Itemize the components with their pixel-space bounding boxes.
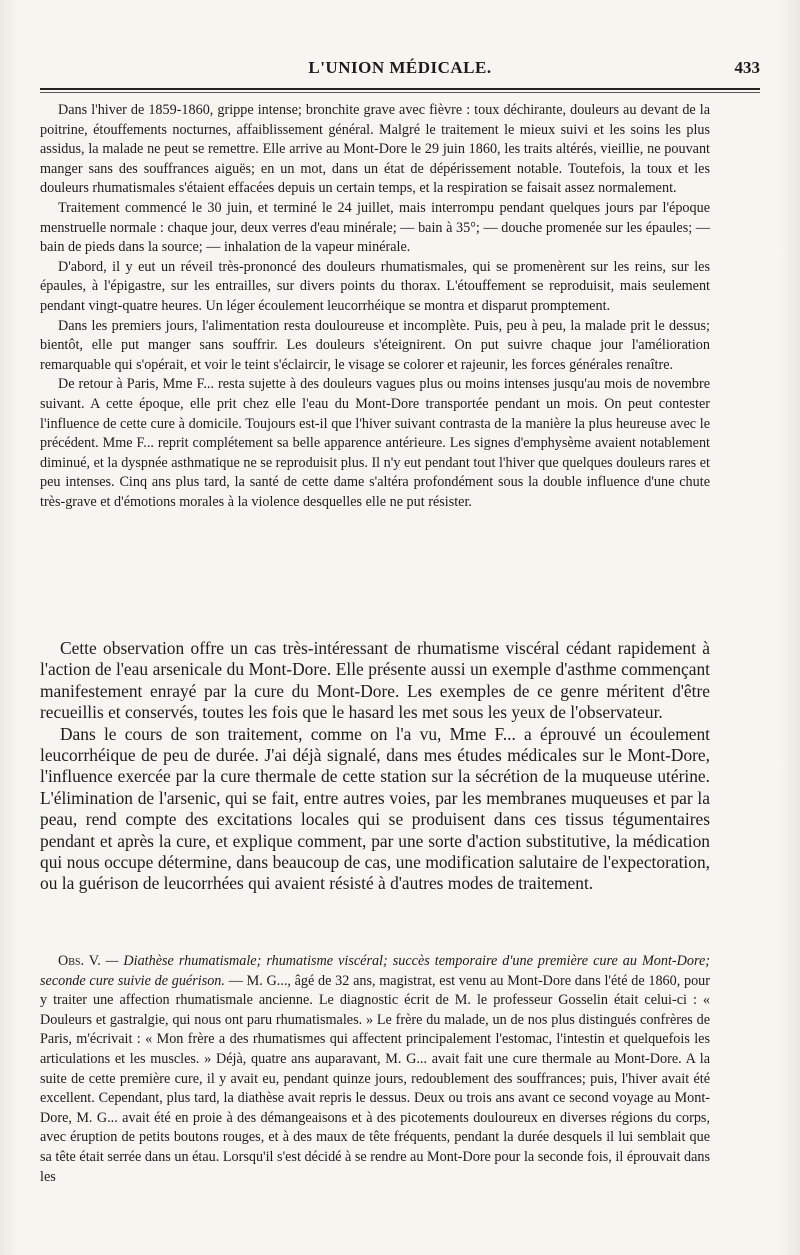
header-rule-thin <box>40 92 760 93</box>
observation-title: — Diathèse rhumatismale; rhumatisme viscéral; succès temporaire d'une première cure au Mont-Dore; seconde cure suivie de guérison. <box>40 953 711 989</box>
paragraph: Traitement commencé le 30 juin, et terminé le 24 juillet, mais interrompu pendant quelques jours par l'époque menstruelle normale : chaque jour, deux verres d'eau minérale; — bain à 35°; — douche promenée sur les épaules; — bain de pieds dans la source; — inhalation de la vapeur minérale. <box>40 199 710 256</box>
paragraph: Dans les premiers jours, l'alimentation resta douloureuse et incomplète. Puis, peu à peu, la malade prit le dessus; bientôt, elle put manger sans souffrir. Les douleurs s'éteignirent. On put suivre chaque jour l'amélioration remarquable qui s'opérait, et voir le teint s'éclaircir, le visage se colorer et rajeunir, les forces générales renaître. <box>40 317 710 373</box>
paragraph: D'abord, il y eut un réveil très-prononcé des douleurs rhumatismales, qui se promenèrent sur les reins, sur les épaules, à l'épigastre, sur les entrailles, sur divers points du thorax. L'étouffement se reproduisit, mais seulement pendant vingt-quatre heures. Un léger écoulement leucorrhéique se montra et disparut promptement. <box>40 258 710 314</box>
page-number: 433 <box>734 58 760 77</box>
commentary <box>40 638 710 895</box>
observation-text: — M. G..., âgé de 32 ans, magistrat, est venu au Mont-Dore dans l'été de 1860, pour y traiter une affection rhumatismale ancienne. Le diagnostic écrit de M. le professeur Gosselin était celui-ci : « Douleurs et gastralgie, qui nous ont paru rhumatismales. » Le frère du malade, un de nos plus distingués confrères de Paris, m'écrivait : « Mon frère a des rhumatismes qui affectent principalement l'estomac, l'intestin et quelquefois les articulations et les muscles. » Déjà, quatre ans auparavant, M. G... avait fait une cure thermale au Mont-Dore. A la suite de cette première cure, il y avait eu, pendant quinze jours, redoublement des souffrances; puis, l'hiver avait été excellent. Cependant, plus tard, la diathèse avait repris le dessus. Deux ou trois ans avant ce second voyage au Mont-Dore, M. G... avait été en proie à des démangeaisons et à des picotements douloureux en diverses régions du corps, avec éruption de petits boutons rouges, et à des maux de tête fréquents, pendant la durée desquels il lui semblait que sa tête était serrée dans un étau. Lorsqu'il s'est décidé à se rendre au Mont-Dore pour la seconde fois, il éprouvait dans les <box>40 972 711 1185</box>
header-rule <box>40 88 760 90</box>
paragraph: De retour à Paris, Mme F... resta sujette à des douleurs vagues plus ou moins intenses jusqu'au mois de novembre suivant. A cette époque, elle prit chez elle l'eau du Mont-Dore transportée pendant un mois. On peut contester l'influence de cette cure à domicile. Toujours est-il que l'hiver suivant contrasta de la manière la plus heureuse avec le précédent. Mme F... reprit complétement sa belle apparence antérieure. Les signes d'emphysème avaient notablement diminué, et la dyspnée asthmatique ne se reproduisit plus. Il n'y eut pendant tout l'hiver que quelques douleurs rares et peu intenses. Cinq ans plus tard, la santé de cette dame s'altéra profondément sous la double influence d'une chute très-grave et d'émotions morales à la violence desquelles elle ne put résister. <box>40 376 710 510</box>
case-narrative <box>40 101 710 512</box>
running-title: L'UNION MÉDICALE. <box>308 58 492 77</box>
observation-label: Obs. V. <box>58 953 101 969</box>
observation-paragraph <box>40 952 710 1187</box>
paragraph: Dans l'hiver de 1859-1860, grippe intense; bronchite grave avec fièvre : toux déchirante, douleurs au devant de la poitrine, étouffements nocturnes, affaiblissement général. Malgré le traitement le mieux suivi et les soins les plus assidus, la malade ne peut se remettre. Elle arrive au Mont-Dore le 29 juin 1860, les traits altérés, vieillie, ne pouvant manger sans des souffrances aiguës; en un mot, dans un état de dépérissement notable. Toutefois, la toux et les douleurs rhumatismales s'étaient effacées depuis un certain temps, et la respiration se faisait assez normalement. <box>40 102 710 197</box>
page-header <box>40 58 760 84</box>
paragraph: Dans le cours de son traitement, comme on l'a vu, Mme F... a éprouvé un écoulement leucorrhéique de peu de durée. J'ai déjà signalé, dans mes études médicales sur le Mont-Dore, l'influence exercée par la cure thermale de cette station sur la sécrétion de la muqueuse utérine. L'élimination de l'arsenic, qui se fait, entre autres voies, par les membranes muqueuses et par la peau, rend compte des excitations locales qui se produisent dans ces tissus tégumentaires pendant et après la cure, et explique comment, par une sorte d'action substitutive, la médication qui nous occupe détermine, dans beaucoup de cas, une modification salutaire de l'expectoration, ou la guérison de leucorrhées qui avaient résisté à d'autres modes de traitement. <box>40 723 710 894</box>
paragraph: Cette observation offre un cas très-intéressant de rhumatisme viscéral cédant rapidement à l'action de l'eau arsenicale du Mont-Dore. Elle présente aussi un exemple d'asthme commençant manifestement enrayé par la cure du Mont-Dore. Les exemples de ce genre méritent d'être recueillis et conservés, toutes les fois que le hasard les met sous les yeux de l'observateur. <box>40 638 710 723</box>
observation-section <box>40 952 710 1187</box>
